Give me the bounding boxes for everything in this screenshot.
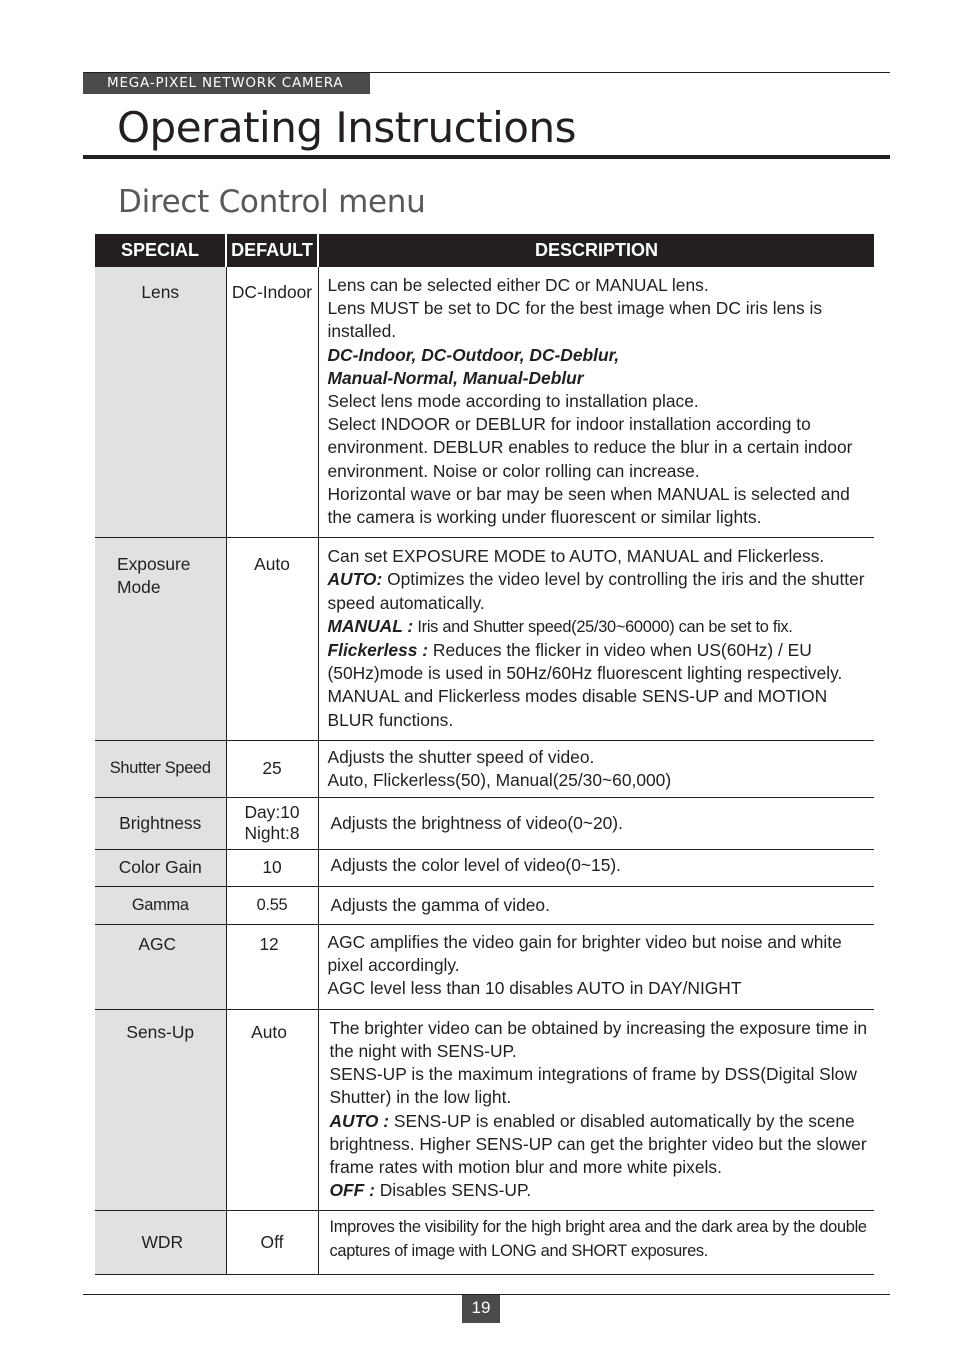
- table-header-row: [95, 234, 874, 267]
- default-cell: [226, 538, 318, 741]
- default-cell: [226, 924, 318, 1009]
- keyword-text: Iris and Shutter speed(25/30~60000) can be set to fix.: [413, 617, 793, 636]
- special-cell: [95, 797, 226, 849]
- description-line: Can set EXPOSURE MODE to AUTO, MANUAL and Flickerless.: [327, 546, 825, 567]
- table-row: [95, 849, 874, 886]
- description-line: Select lens mode according to installation place.: [327, 391, 699, 412]
- default-value: 0.55: [256, 895, 288, 914]
- description-emphasis: DC-Indoor, DC-Outdoor, DC-Deblur,: [327, 344, 620, 365]
- direct-control-table: [95, 234, 874, 1275]
- description-line: Adjusts the gamma of video.: [330, 894, 550, 915]
- default-cell: [226, 849, 318, 886]
- table-row: [95, 1211, 874, 1275]
- keyword-text: Reduces the flicker in video when US(60Hz) / EU (50Hz)mode is used in 50Hz/60Hz fluorescent lighting respectively.: [327, 640, 843, 684]
- table-row: [95, 740, 874, 797]
- description-cell: [318, 267, 874, 538]
- description-line: Select INDOOR or DEBLUR for indoor installation according to environment. DEBLUR enables to reduce the blur in a certain indoor environment. Noise or color rolling can increase.: [327, 414, 853, 481]
- description-line: Adjusts the shutter speed of video.: [327, 746, 595, 767]
- description-line: AGC amplifies the video gain for brighter video but noise and white pixel accordingly.: [327, 931, 842, 976]
- default-value: 25: [262, 758, 282, 779]
- special-cell: [95, 740, 226, 797]
- description-line: Horizontal wave or bar may be seen when MANUAL is selected and the camera is working under fluorescent or similar lights.: [327, 483, 850, 528]
- default-cell: [226, 740, 318, 797]
- description-line: Adjusts the brightness of video(0~20).: [330, 812, 623, 833]
- special-label: WDR: [141, 1232, 184, 1253]
- default-value-night: Night:8: [244, 823, 300, 844]
- keyword: AUTO:: [327, 569, 383, 590]
- description-line: Lens MUST be set to DC for the best image when DC iris lens is installed.: [327, 298, 823, 342]
- description-line: Lens can be selected either DC or MANUAL lens.: [327, 275, 709, 295]
- default-cell: [226, 1211, 318, 1275]
- description-line: AGC level less than 10 disables AUTO in DAY/NIGHT: [327, 978, 742, 999]
- description-cell: [318, 886, 874, 924]
- special-cell: [95, 1009, 226, 1211]
- keyword-text: SENS-UP is enabled or disabled automatically by the scene brightness. Higher SENS-UP can get the brighter video but the slower frame rates with motion blur and more white pixels.: [329, 1110, 867, 1178]
- special-label: Brightness: [119, 812, 202, 833]
- default-cell: [226, 1009, 318, 1211]
- description-cell: [318, 538, 874, 741]
- default-value: Auto: [251, 1021, 287, 1042]
- table-row: [95, 797, 874, 849]
- description-line: [328, 615, 875, 639]
- special-label: Lens: [141, 282, 180, 302]
- description-cell: [318, 1211, 874, 1275]
- special-label: Shutter Speed: [109, 759, 211, 778]
- page-number: 19: [462, 1295, 500, 1323]
- special-label: Color Gain: [118, 857, 202, 878]
- keyword-text: Optimizes the video level by controlling the iris and the shutter speed automatically.: [327, 569, 865, 613]
- description-cell: [318, 740, 874, 797]
- default-cell: [226, 797, 318, 849]
- special-cell: [95, 849, 226, 886]
- description-line: SENS-UP is the maximum integrations of frame by DSS(Digital Slow Shutter) in the low light.: [329, 1064, 857, 1108]
- table-row: [95, 886, 874, 924]
- special-cell: [95, 538, 226, 741]
- special-cell: [95, 924, 226, 1009]
- description-cell: [318, 849, 874, 886]
- default-value: DC-Indoor: [231, 282, 313, 302]
- description-emphasis: Manual-Normal, Manual-Deblur: [327, 367, 584, 388]
- keyword: AUTO :: [329, 1110, 390, 1131]
- description-line: MANUAL and Flickerless modes disable SENS-UP and MOTION BLUR functions.: [327, 686, 828, 730]
- default-value: 12: [259, 933, 279, 954]
- description-line: [328, 639, 875, 685]
- header-special: SPECIAL: [95, 234, 226, 267]
- document-title: Operating Instructions: [117, 103, 576, 152]
- special-label: Exposure Mode: [117, 554, 191, 598]
- description-cell: [318, 797, 874, 849]
- description-cell: [318, 1009, 874, 1211]
- default-value: 10: [262, 857, 282, 878]
- special-label: Gamma: [131, 895, 189, 914]
- default-value: Auto: [254, 554, 290, 575]
- keyword: OFF :: [329, 1180, 375, 1201]
- special-label: Sens-Up: [126, 1021, 195, 1042]
- section-title: Direct Control menu: [118, 184, 426, 220]
- special-label: AGC: [138, 933, 177, 954]
- keyword: MANUAL :: [327, 615, 414, 636]
- description-cell: [318, 924, 874, 1009]
- keyword: Flickerless :: [327, 640, 429, 661]
- special-cell: [95, 886, 226, 924]
- table-row: [95, 924, 874, 1009]
- product-header-tab: MEGA-PIXEL NETWORK CAMERA: [83, 73, 370, 94]
- description-line: Adjusts the color level of video(0~15).: [330, 855, 621, 876]
- table-row: [95, 538, 874, 741]
- description-line: [330, 1110, 875, 1180]
- default-value-day: Day:10: [244, 802, 300, 823]
- keyword-text: Disables SENS-UP.: [374, 1180, 532, 1201]
- description-line: [328, 568, 875, 614]
- description-line: [330, 1179, 875, 1202]
- description-line: Auto, Flickerless(50), Manual(25/30~60,000): [327, 770, 672, 791]
- description-line: Improves the visibility for the high bright area and the dark area by the double captures of image with LONG and SHORT exposures.: [329, 1218, 867, 1260]
- special-cell: [95, 267, 226, 538]
- default-cell: [226, 267, 318, 538]
- default-cell: [226, 886, 318, 924]
- default-value: Off: [260, 1232, 284, 1253]
- title-rule: [83, 155, 890, 159]
- special-cell: [95, 1211, 226, 1275]
- table-row: [95, 267, 874, 538]
- table-row: [95, 1009, 874, 1211]
- header-default: DEFAULT: [226, 234, 318, 267]
- header-description: DESCRIPTION: [318, 234, 874, 267]
- description-line: The brighter video can be obtained by increasing the exposure time in the night with SENS-UP.: [329, 1017, 868, 1062]
